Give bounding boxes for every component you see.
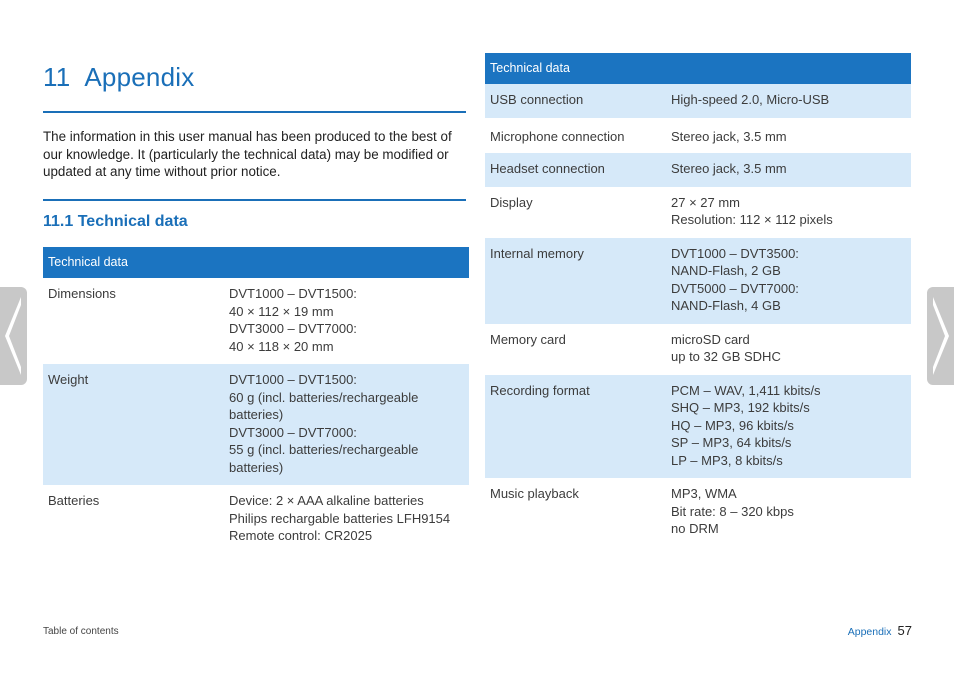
row-value <box>671 91 911 109</box>
value-line: High-speed 2.0, Micro-USB <box>671 92 830 107</box>
next-page-button[interactable] <box>927 287 954 385</box>
value-line: 55 g (incl. batteries/rechargeable batteries) <box>229 442 419 475</box>
value-line: NAND-Flash, 2 GB <box>671 263 781 278</box>
row-label: Microphone connection <box>490 128 625 144</box>
table-row-usb <box>485 84 911 118</box>
technical-data-table-left <box>43 247 469 554</box>
table-row-memory-card <box>485 324 911 375</box>
value-line: Bit rate: 8 – 320 kbps <box>671 503 794 519</box>
value-line: 40 × 118 × 20 mm <box>229 338 334 354</box>
table-header: Technical data <box>43 247 469 278</box>
row-label: Recording format <box>490 382 590 398</box>
row-value <box>671 194 911 229</box>
table-row-batteries <box>43 485 469 554</box>
value-line: Remote control: CR2025 <box>229 528 373 543</box>
value-line: Stereo jack, 3.5 mm <box>671 161 787 176</box>
row-label: Batteries <box>48 493 100 508</box>
table-row-microphone <box>485 118 911 154</box>
chevron-right-icon <box>927 287 954 385</box>
value-line: up to 32 GB SDHC <box>671 349 781 364</box>
value-line: Resolution: 112 × 112 pixels <box>671 212 833 227</box>
row-value <box>229 492 469 545</box>
technical-data-table-right <box>485 53 911 547</box>
row-value <box>671 331 911 366</box>
row-label: Headset connection <box>490 161 605 176</box>
divider-section <box>43 199 466 201</box>
row-value <box>671 128 911 146</box>
table-row-display <box>485 187 911 238</box>
previous-page-button[interactable] <box>0 287 27 385</box>
row-value <box>671 245 911 315</box>
row-label: Memory card <box>490 331 566 347</box>
intro-paragraph: The information in this user manual has been produced to the best of our knowledge. It (particularly the technical data) may be modified or updated at any time without prior notice. <box>43 129 452 179</box>
section-title: 11.1 Technical data <box>43 213 188 230</box>
page-number: 57 <box>897 623 912 638</box>
value-line: 40 × 112 × 19 mm <box>229 303 334 319</box>
row-label: Internal memory <box>490 245 584 261</box>
row-value <box>229 371 469 476</box>
value-line: LP – MP3, 8 kbits/s <box>671 452 783 468</box>
row-value <box>229 285 469 355</box>
value-line: DVT5000 – DVT7000: <box>671 280 799 296</box>
row-label: USB connection <box>490 92 584 107</box>
value-line: PCM – WAV, 1,411 kbits/s <box>671 382 821 398</box>
value-line: NAND-Flash, 4 GB <box>671 298 781 313</box>
chapter-name: Appendix <box>84 62 195 92</box>
page-footer <box>848 622 912 640</box>
chapter-title <box>43 62 194 93</box>
chapter-number: 11 <box>43 62 71 92</box>
table-row-internal-memory <box>485 238 911 324</box>
value-line: HQ – MP3, 96 kbits/s <box>671 417 794 433</box>
divider-top <box>43 111 466 113</box>
value-line: DVT3000 – DVT7000: <box>229 321 357 336</box>
table-row-weight <box>43 364 469 485</box>
value-line: Device: 2 × AAA alkaline batteries <box>229 493 424 508</box>
value-line: SHQ – MP3, 192 kbits/s <box>671 400 810 415</box>
value-line: microSD card <box>671 331 750 347</box>
table-of-contents-link[interactable]: Table of contents <box>43 626 119 637</box>
table-row-headset <box>485 153 911 187</box>
value-line: DVT1000 – DVT1500: <box>229 372 357 387</box>
value-line: no DRM <box>671 521 719 536</box>
row-label: Dimensions <box>48 286 116 301</box>
table-row-dimensions <box>43 278 469 364</box>
row-label: Music playback <box>490 486 579 501</box>
value-line: DVT1000 – DVT1500: <box>229 286 357 301</box>
table-header: Technical data <box>485 53 911 84</box>
row-value <box>671 485 911 538</box>
value-line: Philips rechargable batteries LFH9154 <box>229 510 451 526</box>
value-line: Stereo jack, 3.5 mm <box>671 128 787 144</box>
row-label: Display <box>490 194 533 210</box>
value-line: MP3, WMA <box>671 486 737 501</box>
row-value <box>671 160 911 178</box>
value-line: DVT1000 – DVT3500: <box>671 245 799 261</box>
value-line: DVT3000 – DVT7000: <box>229 424 357 440</box>
chevron-left-icon <box>0 287 27 385</box>
value-line: 60 g (incl. batteries/rechargeable batteries) <box>229 389 419 422</box>
row-label: Weight <box>48 372 89 387</box>
value-line: 27 × 27 mm <box>671 194 741 210</box>
row-value <box>671 382 911 470</box>
footer-section-name: Appendix <box>847 626 892 638</box>
value-line: SP – MP3, 64 kbits/s <box>671 435 792 450</box>
table-row-recording-format <box>485 375 911 479</box>
table-row-music-playback <box>485 478 911 547</box>
